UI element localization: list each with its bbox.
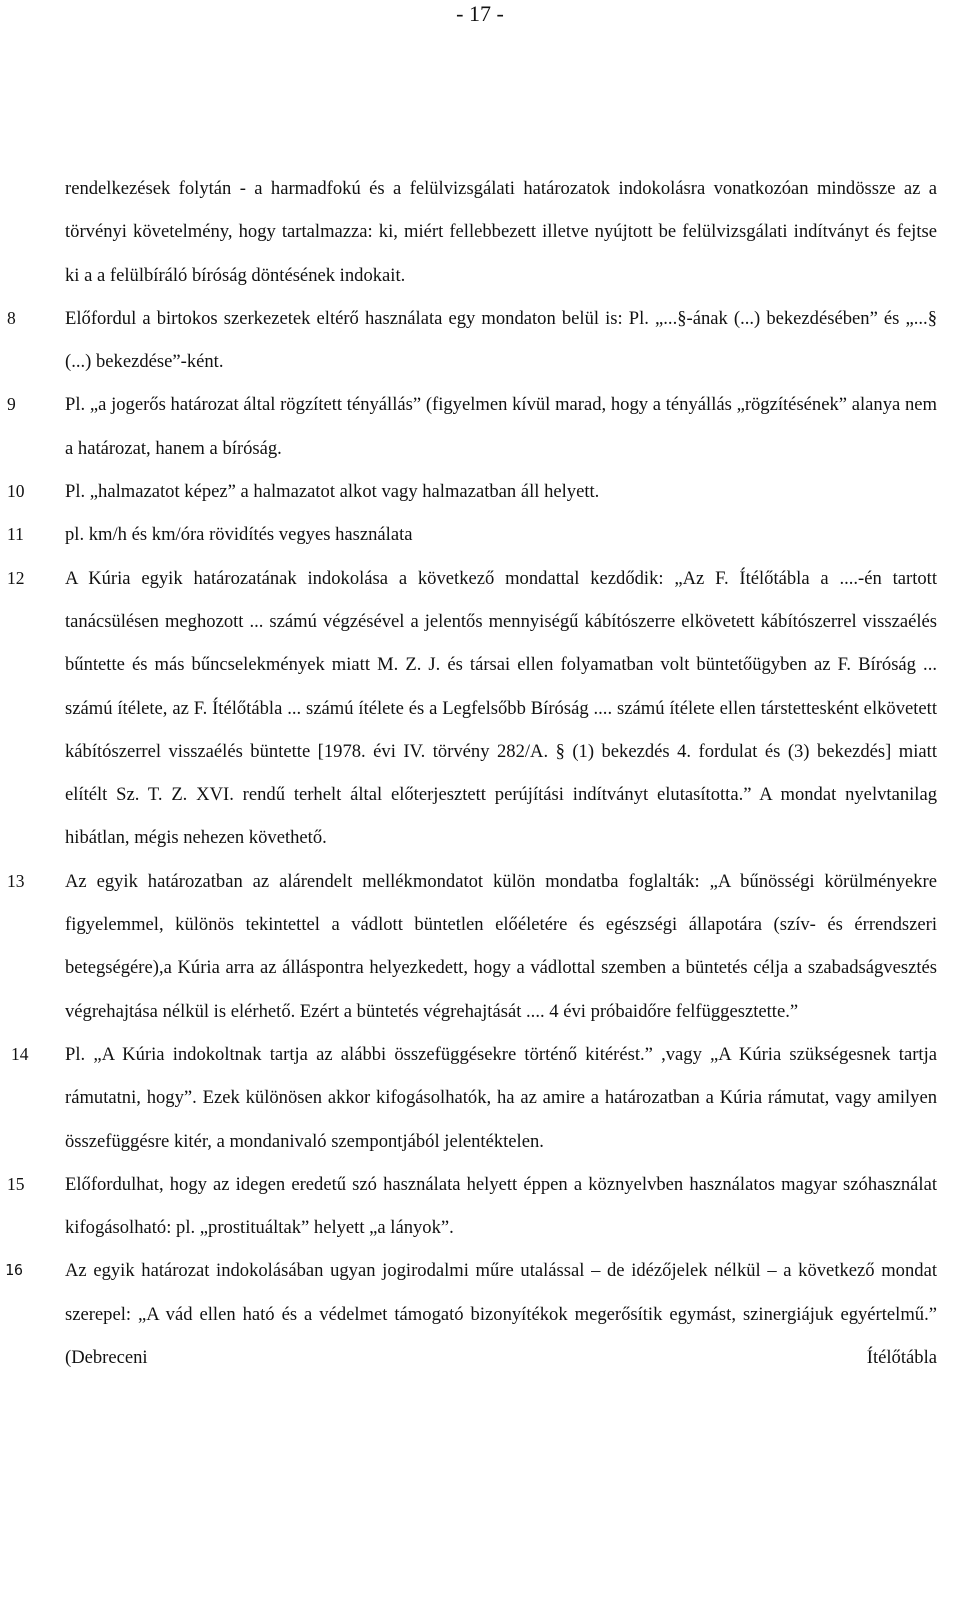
footnote-text: Pl. „A Kúria indokoltnak tartja az alábbi összefüggésekre történő kitérést.” ,vagy „A Kúria szükségesnek tartja rámutatni, hogy”. Ezek különösen akkor kifogásolhatók, ha az amire a határozatban a Kúria rámutat, vagy amilyen összefüggésre kitér, a mondanivaló szempontjából jelentéktelen. [65, 1043, 937, 1152]
footnote-text: Előfordulhat, hogy az idegen eredetű szó használata helyett éppen a köznyelvben használatos magyar szóhasználat kifogásolható: pl. „prostituáltak” helyett „a lányok”. [65, 1173, 937, 1239]
footnote-text: Az egyik határozatban az alárendelt mellékmondatot külön mondatba foglalták: „A bűnösségi körülményekre figyelemmel, különös tekintettel a vádlott büntetlen előéletére és egészségi állapotára (szív- és érrendszeri betegségére),a Kúria arra az álláspontra helyezkedett, hogy a vádlottal szemben a büntetés célja a szabadságvesztés végrehajtása nélkül is elérhető. Ezért a büntetés végrehajtását .... 4 évi próbaidőre felfüggesztette.” [65, 870, 937, 1022]
footnote-number: 8 [7, 307, 16, 328]
footnote-number: 10 [7, 481, 25, 502]
footnote-number: 11 [7, 524, 24, 545]
footnote-8 [7, 297, 937, 384]
footnote-text: Előfordul a birtokos szerkezetek eltérő használata egy mondaton belül is: Pl. „...§-ának (...) bekezdésében” és „...§ (...) bekezdése”-ként. [65, 307, 937, 373]
footnote-10 [7, 470, 937, 513]
footnote-number: 13 [7, 870, 25, 891]
footnote-number: 14 [11, 1043, 29, 1064]
footnote-12 [7, 557, 937, 860]
footnote-11 [7, 513, 937, 556]
footnote-text: Pl. „a jogerős határozat által rögzített tényállás” (figyelmen kívül marad, hogy a tényállás „rögzítésének” alanya nem a határozat, hanem a bíróság. [65, 394, 937, 459]
footnote-continuation [65, 167, 937, 297]
footnote-text: Pl. „halmazatot képez” a halmazatot alkot vagy halmazatban áll helyett. [65, 481, 600, 503]
footnote-9 [7, 383, 937, 470]
footnote-13 [7, 860, 937, 1033]
footnote-number: 12 [7, 567, 25, 588]
footnote-text: A Kúria egyik határozatának indokolása a következő mondattal kezdődik: „Az F. Ítélőtábla a ....-én tartott tanácsülésen meghozott ... számú végzésével a jelentős mennyiségű kábítószerre elkövetett kábítószerrel visszaélés bűntette és más bűncselekmények miatt M. Z. J. és társai ellen folyamatban volt büntetőügyben az F. Bíróság ... számú ítélete, az F. Ítélőtábla ... számú ítélete és a Legfelsőbb Bíróság .... számú ítélete ellen társtettesként elkövetett kábítószerrel visszaélés büntette [1978. évi IV. törvény 282/A. § (1) bekezdés 4. fordulat és (3) bekezdés] miatt elítélt Sz. T. Z. XVI. rendű terhelt által előterjesztett perújítási indítványt elutasította.” A mondat nyelvtanilag hibátlan, mégis nehezen követhető. [65, 567, 937, 849]
footnote-text: rendelkezések folytán - a harmadfokú és a felülvizsgálati határozatok indokolásra vonatkozóan mindössze az a törvényi követelmény, hogy tartalmazza: ki, miért fellebbezett illetve nyújtott be felülvizsgálati indítványt és fejtse ki a a felülbíráló bíróság döntésének indokait. [65, 178, 937, 286]
footnote-14 [11, 1033, 937, 1163]
footnote-15 [7, 1163, 937, 1250]
footnote-number: 15 [7, 1173, 25, 1194]
footnote-text: pl. km/h és km/óra rövidítés vegyes használata [65, 524, 413, 546]
footnotes [5, 167, 937, 1379]
footnote-text: Az egyik határozat indokolásában ugyan jogirodalmi műre utalással – de idézőjelek nélkül – a következő mondat szerepel: „A vád ellen ható és a védelmet támogató bizonyítékok megerősítik egymást, szinergiájuk egyértelmű.” (Debreceni Ítélőtábla [65, 1260, 937, 1369]
footnote-number: 9 [7, 394, 16, 415]
page-number: - 17 - [456, 1, 504, 26]
footnote-number: 16 [5, 1261, 24, 1280]
footnote-16 [5, 1249, 937, 1379]
